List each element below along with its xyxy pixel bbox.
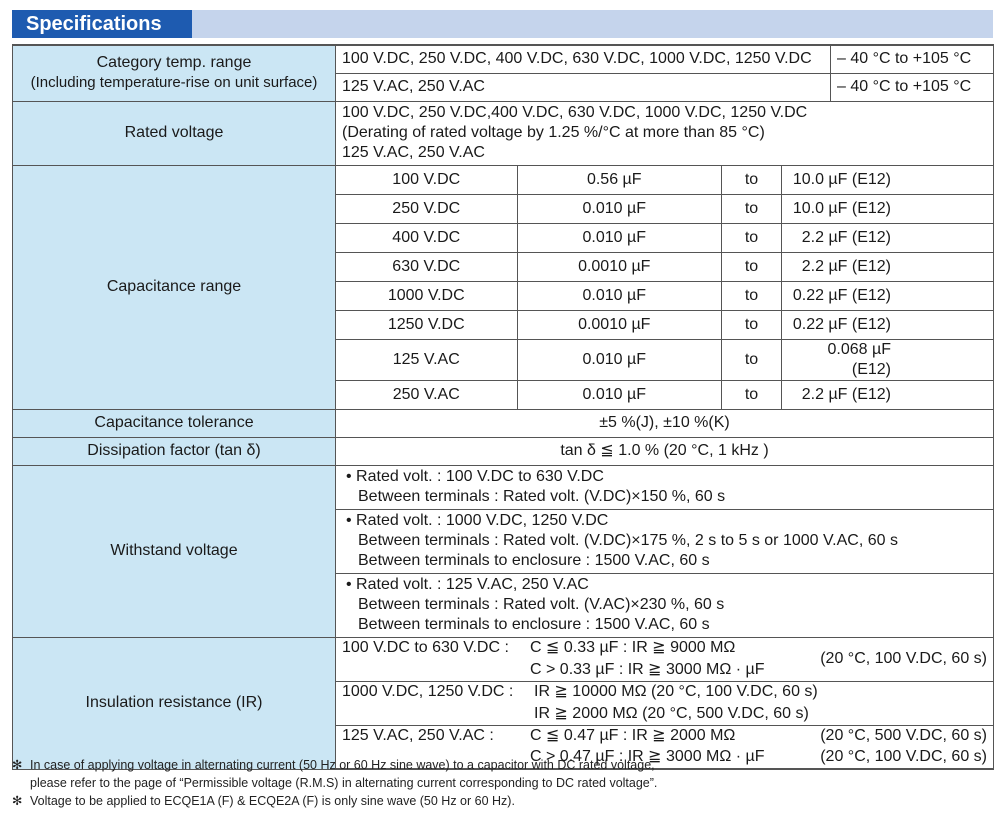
footnote-text: Voltage to be applied to ECQE1A (F) & ECQE2A (F) is only sine wave (50 Hz or 60 Hz). — [30, 794, 515, 808]
cap-row — [336, 252, 993, 281]
cap-to: to — [722, 195, 782, 223]
cap-from: 0.010 µF — [524, 282, 722, 310]
cap-values — [517, 194, 993, 223]
capacitance-range-label: Capacitance range — [13, 165, 336, 409]
rated-voltage-value — [336, 101, 994, 165]
dissipation-label: Dissipation factor (tan δ) — [13, 437, 336, 465]
temp-range-voltages-1: 100 V.DC, 250 V.DC, 400 V.DC, 630 V.DC, 1000 V.DC, 1250 V.DC — [336, 45, 831, 73]
tolerance-label: Capacitance tolerance — [13, 409, 336, 437]
asterisk-icon: ✻ — [12, 794, 23, 808]
cap-row — [336, 223, 993, 252]
withstand-group — [336, 465, 994, 509]
cap-row — [336, 380, 993, 409]
cap-voltage: 125 V.AC — [336, 339, 517, 380]
cap-row — [336, 194, 993, 223]
insulation-dc-high — [336, 681, 994, 725]
temp-range-sublabel: (Including temperature-rise on unit surface) — [30, 74, 318, 92]
cap-to: to — [722, 311, 782, 339]
cap-values — [517, 310, 993, 339]
tolerance-row — [13, 409, 994, 437]
asterisk-icon: ✻ — [12, 758, 23, 772]
withstand-bullet: • Rated volt. : 125 V.AC, 250 V.AC — [346, 576, 589, 593]
ir-condition: (20 °C, 100 V.DC, 60 s) — [820, 650, 987, 667]
withstand-line: Between terminals : Rated volt. (V.DC)×175 %, 2 s to 5 s or 1000 V.AC, 60 s — [358, 532, 898, 549]
cap-max: 2.2 µF (E12) — [782, 224, 988, 252]
capacitance-grid — [336, 166, 993, 409]
cap-from: 0.0010 µF — [524, 253, 722, 281]
withstand-bullet: • Rated volt. : 1000 V.DC, 1250 V.DC — [346, 512, 609, 529]
withstand-line: Between terminals to enclosure : 1500 V.AC, 60 s — [358, 616, 710, 633]
cap-max: 0.22 µF (E12) — [782, 282, 988, 310]
rated-voltage-row — [13, 101, 994, 165]
cap-voltage: 630 V.DC — [336, 252, 517, 281]
footnote-text: In case of applying voltage in alternating current (50 Hz or 60 Hz sine wave) to a capacitor with DC rated voltage, — [30, 758, 655, 772]
ir-line: C ≦ 0.33 µF : IR ≧ 9000 MΩ — [530, 639, 736, 657]
withstand-line: Between terminals : Rated volt. (V.DC)×150 %, 60 s — [358, 488, 726, 505]
cap-to: to — [722, 166, 782, 194]
temp-range-label: Category temp. range — [96, 54, 252, 72]
ir-condition: (20 °C, 500 V.DC, 60 s) — [820, 727, 987, 745]
footnotes — [12, 756, 993, 810]
ir-line: C > 0.33 µF : IR ≧ 3000 MΩ · µF — [530, 660, 765, 678]
footnote-1 — [12, 756, 993, 792]
cap-voltage: 1250 V.DC — [336, 310, 517, 339]
insulation-label: Insulation resistance (IR) — [13, 637, 336, 769]
ir-line: C > 0.47 µF : IR ≧ 3000 MΩ · µF — [530, 748, 765, 766]
cap-values — [517, 223, 993, 252]
withstand-row-1 — [13, 465, 994, 509]
temp-range-row-1 — [13, 45, 994, 73]
temp-range-voltages-2: 125 V.AC, 250 V.AC — [336, 73, 831, 101]
cap-values — [517, 380, 993, 409]
cap-from: 0.010 µF — [524, 381, 722, 409]
cap-values — [517, 339, 993, 380]
capacitance-range-row — [13, 165, 994, 409]
ir-line: IR ≧ 10000 MΩ (20 °C, 100 V.DC, 60 s) — [534, 683, 818, 701]
withstand-group — [336, 573, 994, 637]
ir-condition: (20 °C, 100 V.DC, 60 s) — [820, 748, 987, 766]
cap-values — [517, 281, 993, 310]
ir-line: IR ≧ 2000 MΩ (20 °C, 500 V.DC, 60 s) — [534, 704, 809, 722]
section-header — [12, 10, 993, 38]
tolerance-value: ±5 %(J), ±10 %(K) — [336, 409, 994, 437]
capacitance-range-cell — [336, 165, 994, 409]
footnote-2 — [12, 792, 993, 810]
temp-range-value-2: – 40 °C to +105 °C — [831, 73, 994, 101]
withstand-line: Between terminals to enclosure : 1500 V.AC, 60 s — [358, 552, 710, 569]
cap-voltage: 250 V.AC — [336, 380, 517, 409]
cap-values — [517, 252, 993, 281]
rated-voltage-line: 125 V.AC, 250 V.AC — [342, 144, 485, 161]
cap-to: to — [722, 381, 782, 409]
dissipation-value: tan δ ≦ 1.0 % (20 °C, 1 kHz ) — [336, 437, 994, 465]
ir-prefix: 100 V.DC to 630 V.DC : — [342, 639, 509, 657]
insulation-row-1 — [13, 637, 994, 681]
cap-max: 10.0 µF (E12) — [782, 195, 988, 223]
cap-row — [336, 339, 993, 380]
cap-row — [336, 281, 993, 310]
cap-from: 0.010 µF — [524, 340, 722, 380]
temp-range-value-1: – 40 °C to +105 °C — [831, 45, 994, 73]
cap-voltage: 100 V.DC — [336, 166, 517, 195]
ir-prefix: 1000 V.DC, 1250 V.DC : — [342, 683, 514, 701]
cap-to: to — [722, 253, 782, 281]
cap-to: to — [722, 340, 782, 380]
dissipation-row — [13, 437, 994, 465]
cap-voltage: 1000 V.DC — [336, 281, 517, 310]
withstand-group — [336, 509, 994, 573]
footnote-text: please refer to the page of “Permissible voltage (R.M.S) in alternating current corresponding to DC rated voltage”. — [30, 776, 658, 790]
cap-max: 2.2 µF (E12) — [782, 253, 988, 281]
cap-from: 0.56 µF — [524, 166, 722, 194]
withstand-line: Between terminals : Rated volt. (V.AC)×230 %, 60 s — [358, 596, 725, 613]
cap-from: 0.010 µF — [524, 224, 722, 252]
cap-voltage: 250 V.DC — [336, 194, 517, 223]
cap-max: 2.2 µF (E12) — [782, 381, 988, 409]
insulation-dc-low — [336, 637, 994, 681]
ir-prefix: 125 V.AC, 250 V.AC : — [342, 727, 494, 745]
cap-row — [336, 166, 993, 195]
ir-line: C ≦ 0.47 µF : IR ≧ 2000 MΩ — [530, 727, 736, 745]
cap-to: to — [722, 282, 782, 310]
withstand-label: Withstand voltage — [13, 465, 336, 637]
section-title: Specifications — [12, 10, 192, 38]
cap-max: 10.0 µF (E12) — [782, 166, 988, 194]
cap-voltage: 400 V.DC — [336, 223, 517, 252]
rated-voltage-line: 100 V.DC, 250 V.DC,400 V.DC, 630 V.DC, 1000 V.DC, 1250 V.DC — [342, 104, 808, 121]
rated-voltage-label: Rated voltage — [13, 101, 336, 165]
rated-voltage-line: (Derating of rated voltage by 1.25 %/°C at more than 85 °C) — [342, 124, 765, 141]
temp-range-label-cell — [13, 45, 336, 101]
cap-from: 0.0010 µF — [524, 311, 722, 339]
cap-to: to — [722, 224, 782, 252]
cap-values — [517, 166, 993, 195]
withstand-bullet: • Rated volt. : 100 V.DC to 630 V.DC — [346, 468, 604, 485]
cap-max: 0.22 µF (E12) — [782, 311, 988, 339]
cap-from: 0.010 µF — [524, 195, 722, 223]
cap-max: 0.068 µF (E12) — [782, 340, 988, 380]
cap-row — [336, 310, 993, 339]
